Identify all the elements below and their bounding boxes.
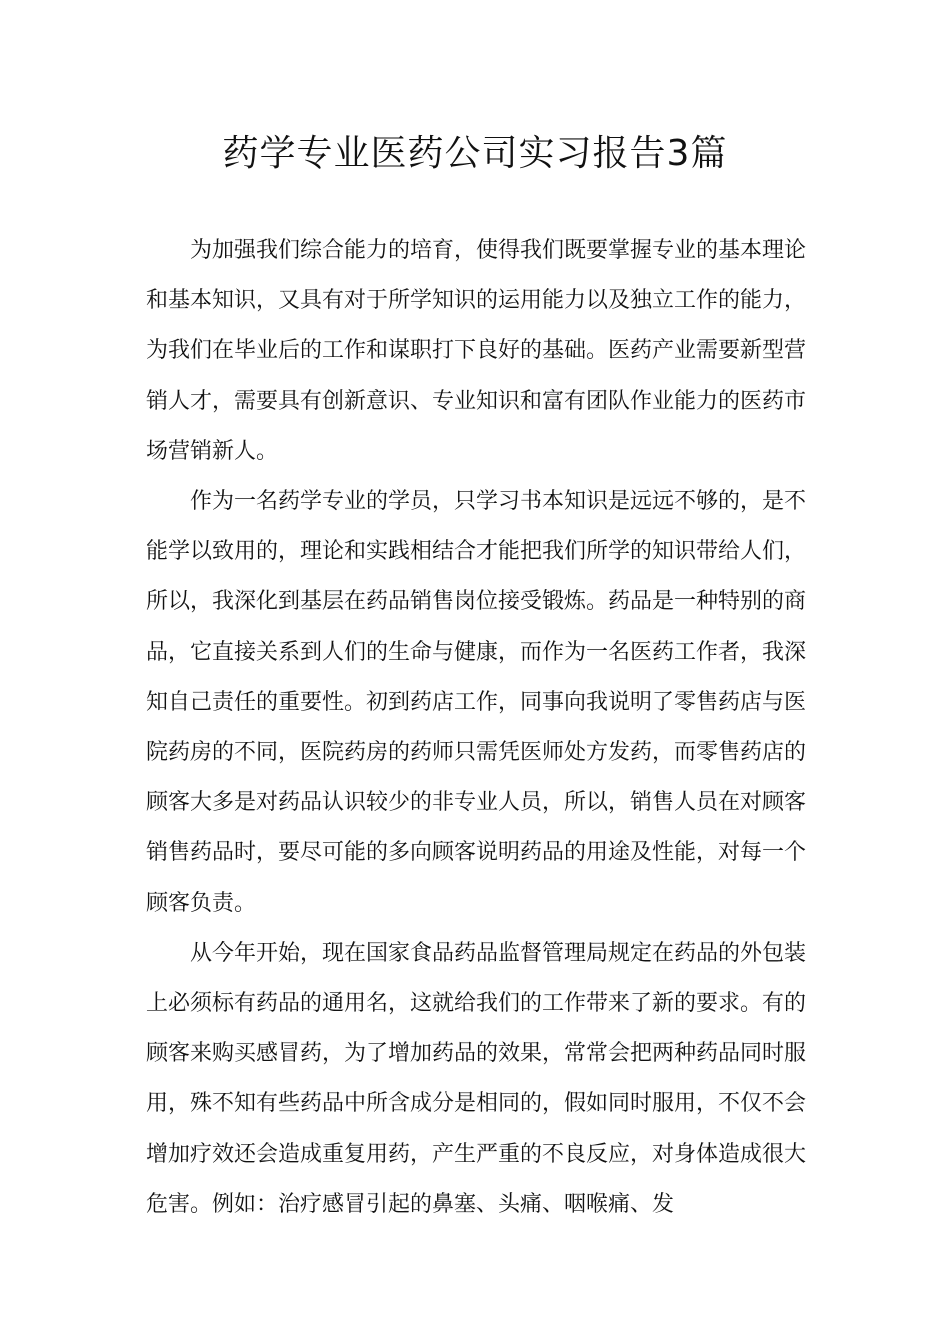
- paragraph-3: 从今年开始，现在国家食品药品监督管理局规定在药品的外包装上必须标有药品的通用名，这就给我们的工作带来了新的要求。有的顾客来购买感冒药，为了增加药品的效果，常常会把两种药品同时服用，殊不知有些药品中所含成分是相同的，假如同时服用，不仅不会增加疗效还会造成重复用药，产生严重的不良反应，对身体造成很大危害。例如：治疗感冒引起的鼻塞、头痛、咽喉痛、发: [146, 940, 807, 1217]
- paragraph-1: 为加强我们综合能力的培育，使得我们既要掌握专业的基本理论和基本知识，又具有对于所学知识的运用能力以及独立工作的能力，为我们在毕业后的工作和谋职打下良好的基础。医药产业需要新型营销人才，需要具有创新意识、专业知识和富有团队作业能力的医药市场营销新人。: [146, 238, 807, 464]
- document-title: 药学专业医药公司实习报告3篇: [222, 133, 728, 174]
- paragraph-2: 作为一名药学专业的学员，只学习书本知识是远远不够的，是不能学以致用的，理论和实践相结合才能把我们所学的知识带给人们，所以，我深化到基层在药品销售岗位接受锻炼。药品是一种特别的商品，它直接关系到人们的生命与健康，而作为一名医药工作者，我深知自己责任的重要性。初到药店工作，同事向我说明了零售药店与医院药房的不同，医院药房的药师只需凭医师处方发药，而零售药店的顾客大多是对药品认识较少的非专业人员，所以，销售人员在对顾客销售药品时，要尽可能的多向顾客说明药品的用途及性能，对每一个顾客负责。: [146, 489, 807, 916]
- document-body: [146, 226, 806, 1230]
